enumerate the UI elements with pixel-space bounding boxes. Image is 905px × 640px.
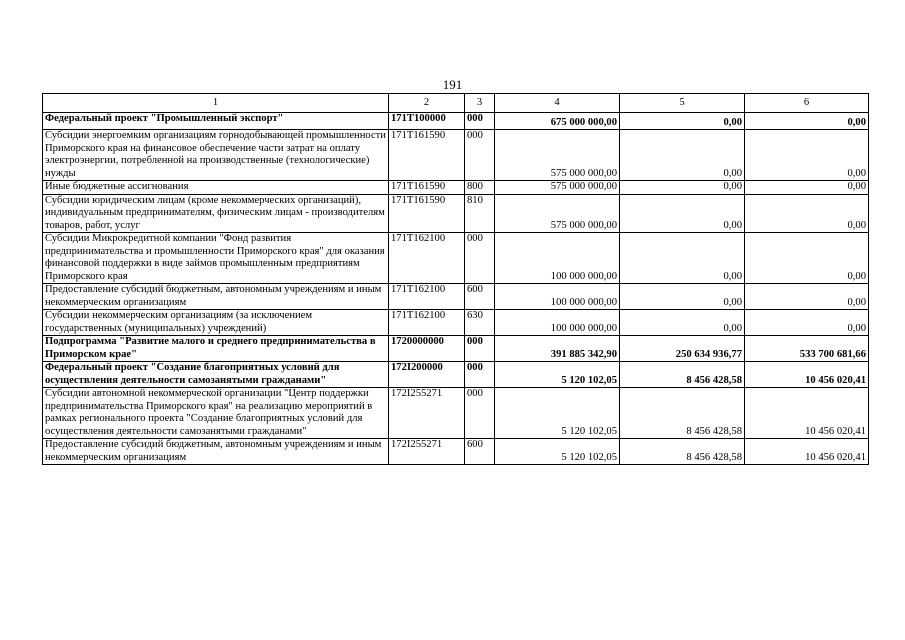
- item-name: Подпрограмма "Развитие малого и среднего предпринимательства в Приморском крае": [43, 336, 389, 362]
- expense-type: 000: [465, 336, 495, 362]
- amount-col6: 0,00: [745, 130, 869, 181]
- table-row: [43, 181, 869, 195]
- item-name: Иные бюджетные ассигнования: [43, 181, 389, 195]
- item-code: 171Т161590: [389, 181, 465, 195]
- amount-col6: 0,00: [745, 233, 869, 284]
- item-code: 171Т162100: [389, 310, 465, 336]
- item-name: Федеральный проект "Создание благоприятных условий для осуществления деятельности самозанятыми гражданами": [43, 362, 389, 388]
- amount-col5: 8 456 428,58: [620, 362, 745, 388]
- table-row: [43, 194, 869, 233]
- amount-col4: 5 120 102,05: [495, 388, 620, 439]
- item-code: 171Т161590: [389, 130, 465, 181]
- amount-col5: 0,00: [620, 310, 745, 336]
- item-name: Федеральный проект "Промышленный экспорт": [43, 113, 389, 130]
- amount-col5: 250 634 936,77: [620, 336, 745, 362]
- amount-col6: 0,00: [745, 284, 869, 310]
- amount-col4: 675 000 000,00: [495, 113, 620, 130]
- header-cell: 6: [745, 94, 869, 113]
- amount-col6: 0,00: [745, 310, 869, 336]
- header-cell: 4: [495, 94, 620, 113]
- table-row: [43, 439, 869, 465]
- item-code: 171Т162100: [389, 284, 465, 310]
- amount-col6: 0,00: [745, 194, 869, 233]
- expense-type: 000: [465, 113, 495, 130]
- amount-col5: 0,00: [620, 113, 745, 130]
- table-row: [43, 284, 869, 310]
- table-header-row: [43, 94, 869, 113]
- header-cell: 3: [465, 94, 495, 113]
- expense-type: 000: [465, 362, 495, 388]
- header-cell: 1: [43, 94, 389, 113]
- amount-col5: 0,00: [620, 194, 745, 233]
- amount-col4: 5 120 102,05: [495, 362, 620, 388]
- amount-col4: 100 000 000,00: [495, 310, 620, 336]
- table-row: [43, 310, 869, 336]
- amount-col4: 575 000 000,00: [495, 130, 620, 181]
- table-row: [43, 233, 869, 284]
- page-number: 191: [442, 77, 463, 92]
- item-code: 171Т161590: [389, 194, 465, 233]
- item-code: 172I255271: [389, 388, 465, 439]
- amount-col6: 0,00: [745, 113, 869, 130]
- amount-col5: 0,00: [620, 233, 745, 284]
- amount-col4: 391 885 342,90: [495, 336, 620, 362]
- amount-col4: 5 120 102,05: [495, 439, 620, 465]
- amount-col5: 8 456 428,58: [620, 388, 745, 439]
- item-code: 172I255271: [389, 439, 465, 465]
- expense-type: 600: [465, 439, 495, 465]
- expense-type: 810: [465, 194, 495, 233]
- table-row: [43, 113, 869, 130]
- expense-type: 800: [465, 181, 495, 195]
- header-cell: 2: [389, 94, 465, 113]
- amount-col6: 10 456 020,41: [745, 362, 869, 388]
- item-code: 171Т162100: [389, 233, 465, 284]
- amount-col6: 10 456 020,41: [745, 388, 869, 439]
- amount-col5: 0,00: [620, 130, 745, 181]
- item-code: 171Т100000: [389, 113, 465, 130]
- amount-col5: 0,00: [620, 181, 745, 195]
- header-cell: 5: [620, 94, 745, 113]
- amount-col4: 575 000 000,00: [495, 194, 620, 233]
- expense-type: 000: [465, 233, 495, 284]
- item-code: 1720000000: [389, 336, 465, 362]
- amount-col6: 10 456 020,41: [745, 439, 869, 465]
- amount-col4: 100 000 000,00: [495, 233, 620, 284]
- item-code: 172I200000: [389, 362, 465, 388]
- item-name: Субсидии юридическим лицам (кроме некоммерческих организаций), индивидуальным предпринимателям, физическим лицам - производителям товаров, работ, услуг: [43, 194, 389, 233]
- item-name: Субсидии энергоемким организациям горнодобывающей промышленности Приморского края на финансовое обеспечение части затрат на оплату электроэнергии, потребленной на производственные (технологические) нужды: [43, 130, 389, 181]
- expense-type: 000: [465, 388, 495, 439]
- expense-type: 600: [465, 284, 495, 310]
- item-name: Предоставление субсидий бюджетным, автономным учреждениям и иным некоммерческим организациям: [43, 284, 389, 310]
- amount-col6: 0,00: [745, 181, 869, 195]
- amount-col6: 533 700 681,66: [745, 336, 869, 362]
- amount-col5: 0,00: [620, 284, 745, 310]
- expense-type: 000: [465, 130, 495, 181]
- table-row: [43, 130, 869, 181]
- item-name: Субсидии Микрокредитной компании "Фонд развития предпринимательства и промышленности Приморского края" для оказания финансовой поддержки в виде займов промышленным предприятиям Приморского края: [43, 233, 389, 284]
- amount-col4: 575 000 000,00: [495, 181, 620, 195]
- amount-col4: 100 000 000,00: [495, 284, 620, 310]
- table-row: [43, 388, 869, 439]
- item-name: Предоставление субсидий бюджетным, автономным учреждениям и иным некоммерческим организациям: [43, 439, 389, 465]
- table-row: [43, 362, 869, 388]
- expense-type: 630: [465, 310, 495, 336]
- item-name: Субсидии автономной некоммерческой организации "Центр поддержки предпринимательства Приморского края" на реализацию мероприятий в рамках регионального проекта "Создание благоприятных условий для осуществления деятельности самозанятыми гражданами": [43, 388, 389, 439]
- budget-table: [42, 93, 869, 465]
- table-row: [43, 336, 869, 362]
- amount-col5: 8 456 428,58: [620, 439, 745, 465]
- item-name: Субсидии некоммерческим организациям (за исключением государственных (муниципальных) учреждений): [43, 310, 389, 336]
